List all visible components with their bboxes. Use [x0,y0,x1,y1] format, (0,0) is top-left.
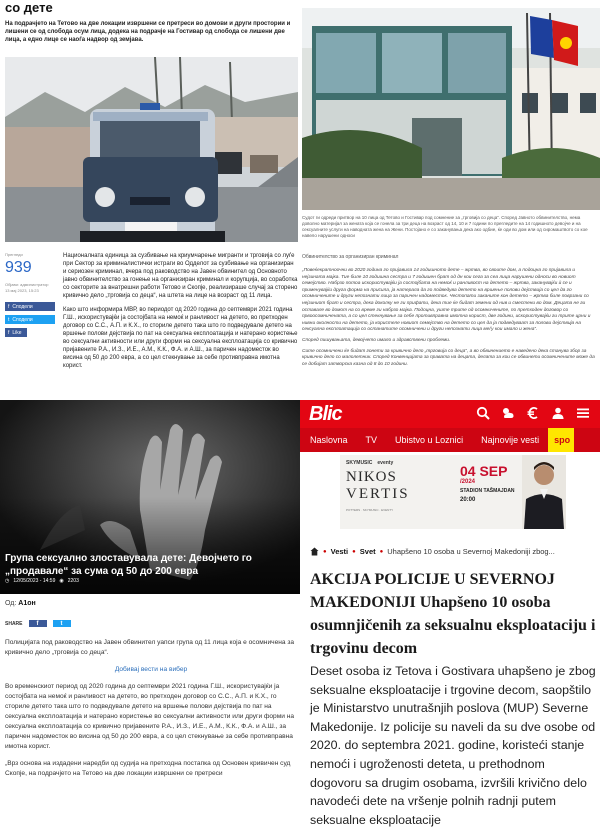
article-title [310,568,598,660]
article-panel-top-left [0,0,300,400]
ad-year: /2024 [460,479,476,485]
twitter-share-button[interactable]: t [53,620,71,627]
article-heading: со дете [5,0,53,15]
author-label: Од: [5,600,17,607]
title-rest: Uhapšeno 10 osoba osumnjičenih za seksualnu eksploataciju i trgovinu decom [310,594,596,657]
ad-brand-eventy: eventy [377,460,394,466]
paragraph: Сите осомничени ќе бидат гонети за кривично дело „трговија со деца“, а во обвинението е наведено дека станува збор за кривично дело со малолетник. Според Конвенцијата за правата на децата, делата за кои се обвинети осомничените може да се добијат затворска казна од 8 до 10 години. [302,348,595,367]
breadcrumb-separator: ● [352,548,356,555]
ad-artist-last: VERTIS [346,486,410,502]
publish-date: 13 мај 2023, 15:23 [5,288,39,293]
ad-event-info [460,463,522,503]
article-panel-top-right [300,0,600,400]
paragraph: Според пишувањата, девојчето имало и здравствени проблеми. [302,337,451,343]
facebook-share-button[interactable]: f Сподели [5,302,55,311]
article-meta [5,578,79,584]
author-name[interactable]: A1он [18,600,36,607]
share-label: SHARE [5,620,23,627]
home-icon[interactable] [310,547,319,556]
eye-icon: ◉ [59,578,64,584]
breadcrumb-separator: ● [323,548,327,555]
paragraph: Националната единица за сузбивање на криумчарење мигранти и трговија со луѓе при Сектор за криминалистички истраги во Одделот за сузбивање на организиран и сериозен криминал, вчера под раководство на Јавен обвинител од Основното јавно обвинителство за гонење на организиран криминал и корупција, во соработка со секторите за внатрешни работи Тетово и Скопје, реализираше случај за сторено кривично дело „трговија со деца“, на штета на лице на возраст од 11 лица. [63,253,298,299]
article-title[interactable]: Група сексуално злоставувала дете: Девојчето го „продавале“ за сума од 50 до 200 евра [5,553,252,577]
publish-date: 12/05/2023 - 14:59 [13,578,56,584]
site-header [300,400,600,428]
user-icon[interactable] [551,406,565,420]
breadcrumb [310,547,555,556]
artist-portrait [522,455,566,529]
share-bar [5,620,71,627]
article-sidebar [5,252,60,337]
twitter-icon: t [8,316,10,323]
search-icon[interactable] [476,406,490,420]
source-label: Обвинителство за организиран криминал [302,254,399,260]
breadcrumb-current: Uhapšeno 10 osoba u Severnoj Makedoniji zbog... [387,547,555,556]
ad-footer: POTTERS · SKYMUSIC · EVENTY [346,508,394,512]
photo-caption: Судот ги одреди притвор на 10 лица од Тетово и Гостивар под сомнение за „трговија со деца“. Според Јавното обвинителство, нема доволно материјал за жената која се гонела за три деца на возраст од 14, 10 и 7 години по прегледите на 14 годишното девојче и на сексуалните услуги на наводната жена на Жени. Постојано е со заканувања дека ако одбие, ќе оди во дом или од сиромаштвото со кое навело нарушени односи [302,215,588,238]
paragraph: „Врз основа на издадени наредби од судија на претходна постапка од Основен кривичен суд Скопје, на подрачјето на Тетово на две локации извршени се претреси [5,760,291,777]
ad-date: 04 SEP [460,463,508,479]
paragraph: Во временскиот период од 2020 година до септември 2021 година Г.Ш., искористувајќи ја состојбата на немоќ и ранливост на детето, во претходен договор со С.С., А.П. и К.Х., го сториле детето така што го подведувале детето на вршење полови дејствија по пат на сексуална експлоатација и натерано користење во сексуални активности или други форми на сексуална експлоатација со кривично пријавените Р.А., И.З., И.Е., А.М., К.К., Ф.А. и А.Ш., за паричен надоместок во висина од 50 до 200 евра, а со цел стекнување за себе противправна имотна корист. [5,683,295,750]
ad-venue: STADION TAŠMAJDAN [460,488,515,494]
nav-item-najnovije[interactable]: Najnovije vesti [481,435,540,445]
breadcrumb-svet[interactable]: Svet [359,547,376,556]
building-photo [302,8,600,210]
viber-link[interactable]: Добиваj вести на вибер [114,666,188,673]
hamburger-menu-icon[interactable] [576,406,590,420]
article-body [63,252,298,376]
nav-item-naslovna[interactable]: Naslovna [310,435,348,445]
weather-icon[interactable] [501,406,515,420]
paragraph: Како што информира МВР, во периодот од 2020 година до септември 2021 година Г.Ш., искористувајќи ја состојбата на немоќ и ранливост на детето, во претходен договор со С.С., А.П. и К.Х., го сториле детето така што го подведувале детето на вршење полови дејствија по пат на сексуална експлоатација и натерано користење во сексуални активности или други форми на сексуална експлоатација со кривично пријавените Р.А., И.З., И.Е., А.М., К.К., Ф.А. и А.Ш., за паричен надоместок во висина од 50 до 200 евра, а со цел стекнување за себе противправна имотна корист. [63,307,298,369]
main-nav [300,428,600,452]
like-icon: f [8,329,10,336]
article-lead: На подрачјето на Тетово на две локации извршени се претреси во домови и други простории и лишени се од слобода осум лица, додека на подрачје на Гостивар од слобода се лишени две лица, а едно лице се наоѓа надвор од земјава. [5,21,291,43]
ad-brand-skymusic: SKYMUSIC [346,460,373,466]
concert-ad-banner[interactable] [340,455,566,529]
breadcrumb-separator: ● [379,548,384,555]
police-van-photo [5,57,298,242]
paragraph: Полицијата под раководство на Јавен обвинител уапси група од 11 лица која е осомничена за кривично дело „трговија со деца“. [5,639,295,656]
site-logo[interactable]: Blic [309,403,342,425]
author-label: Објави: администратор [5,282,49,287]
twitter-share-button[interactable]: t Сподели [5,315,55,324]
facebook-share-button[interactable]: f [29,620,47,627]
title-caps: AKCIJA POLICIJE U SEVERNOJ MAKEDONIJI [310,571,555,611]
article-panel-bottom-right [300,400,600,827]
ad-artist-first: NIKOS [346,469,397,485]
article-body [302,268,598,372]
article-body [5,638,297,786]
clock-icon: ◷ [5,578,10,584]
like-button[interactable]: f Like [5,328,27,337]
views-count: 2203 [67,578,79,584]
facebook-icon: f [8,303,10,310]
ad-time: 20:00 [460,497,476,503]
euro-icon[interactable] [526,406,540,420]
ad-left [346,460,466,512]
paragraph: „Повеќекратноочни во 2020 година го пријавила 14 годишното дете – жртва, во своите дом, а подоцна го пријавила и нејзината мајка. Тие биле 10 годишна сестра и 7 годишен брат од дн кои сега за сеа лица нарушени односи во новиот семејство. Набрзо потоа искористувајќи ја состојбата на немоќ и ранливост на детето – жртва, заканувајќи ѝ се и применувајќи друга форма на присила, ја натерала да го подведува детето на вршење полови дејствија со цел да го осомничените и други непознати лица за паричен надоместок. Честопати заканите кон детето – жртва биле поврзани со нејзиниот брат и сестра, дека доколку не ги прифати, дека тие ќе бидат земени од нив и сместени во дом. Децата не ги оставале во домот на со време ги набрзо мајка. Подоцна, уште трите од осомничените, по претходен договор со првоосомничената, а со цел стекнување за себе противправна имотна корист, две години, искористувајќи ги трите црни и нивни околности на детето, ја користеле новиот семејство на детето со цел да ја подведуваат за полови дејствија на сексуална експлоатација со останатите осомничени и други непознати лица меѓу кои имало и жена“. [302,268,591,333]
breadcrumb-vesti[interactable]: Vesti [330,547,349,556]
header-icons [476,406,590,420]
views-label: Прегледи [5,252,23,257]
article-panel-bottom-left [0,400,300,800]
nav-item-ubistvo[interactable]: Ubistvo u Loznici [395,435,464,445]
nav-item-tv[interactable]: TV [365,435,378,445]
article-lead: Deset osoba iz Tetova i Gostivara uhapšeno je zbog seksualne eksploatacije i trgovine decom, saopštilo je Ministarstvo unutrašnjih poslova (MUP) Severne Makedonije. Iz policije su naveli da su dve osobe od 2020. do septembra 2021. godine, koristeći stanje nemoći i ugroženosti deteta, u prethodnom dogovoru sa drugim osobama, izvršili krivično delo navodeći dete na vršenje polnih radnji putem seksualne eksploatacije [310,664,596,827]
views-count: 939 [5,259,32,276]
byline [5,600,36,607]
ad-brands [346,460,466,466]
nav-item-sport[interactable]: spo [548,428,574,452]
